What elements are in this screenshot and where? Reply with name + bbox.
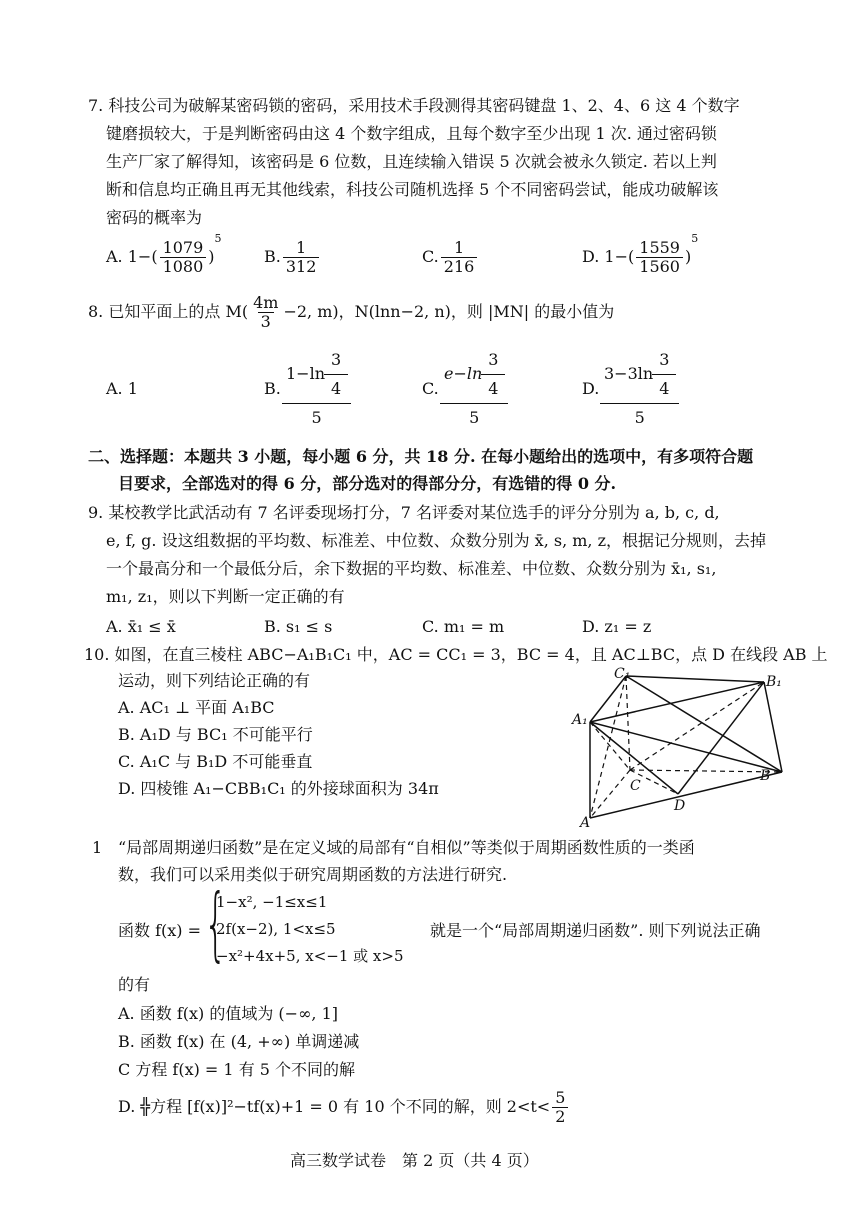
- q9-option-b: B. s₁ ≤ s: [264, 617, 333, 636]
- piecewise-brace: {: [204, 877, 227, 970]
- q11-line: 数，我们可以采用类似于研究周期函数的方法进行研究.: [118, 865, 508, 884]
- q11-option-a: A. 函数 f(x) 的值域为 (−∞, 1]: [118, 1004, 338, 1023]
- q8-option-a: A. 1: [106, 379, 138, 398]
- q7-option-b: B. $\frac{1}{312}$: [264, 237, 321, 277]
- q7-option-c: C. $\frac{1}{216}$: [422, 237, 479, 277]
- q11-func-tail: 就是一个“局部周期递归函数”. 则下列说法正确: [430, 921, 761, 940]
- label-C: C: [630, 778, 641, 794]
- label-C1: C₁: [614, 666, 631, 682]
- q9-line: e, f, g. 设这组数据的平均数、标准差、中位数、众数分别为 x̄, s, m, z，根据记分规则，去掉: [106, 531, 767, 550]
- q7-line: 断和信息均正确且再无其他线索，科技公司随机选择 5 个不同密码尝试，能成功破解该: [106, 180, 719, 199]
- section-2-title: 二、选择题：本题共 3 小题，每小题 6 分，共 18 分. 在每小题给出的选项中，有多项符合题: [88, 447, 754, 466]
- q9-option-c: C. m₁ = m: [422, 617, 505, 636]
- q10-option-d: D. 四棱锥 A₁−CBB₁C₁ 的外接球面积为 34π: [118, 779, 439, 798]
- q10-line: 运动，则下列结论正确的有: [118, 671, 311, 690]
- label-A1: A₁: [572, 712, 588, 728]
- section-2-instructions: 目要求，全部选对的得 6 分，部分选对的得部分分，有选错的得 0 分.: [118, 474, 617, 493]
- q9-option-a: A. x̄₁ ≤ x̄: [106, 617, 176, 636]
- label-A: A: [580, 815, 591, 830]
- q7-line: 生产厂家了解得知，该密码是 6 位数，且连续输入错误 5 次就会被永久锁定. 若以上判: [106, 152, 717, 171]
- label-B1: B₁: [766, 674, 782, 690]
- q8-option-d-label: D.: [582, 379, 600, 398]
- q8-option-b-label: B.: [264, 379, 281, 398]
- q9-line: 一个最高分和一个最低分后，余下数据的平均数、标准差、中位数、众数分别为 x̄₁, s₁,: [106, 559, 717, 578]
- q7-option-d: D. 1−( $\frac{1559}{1560}$ )$^5$: [582, 231, 699, 276]
- q9-line: m₁, z₁，则以下判断一定正确的有: [106, 587, 345, 606]
- q10-line: 10. 如图，在直三棱柱 ABC−A₁B₁C₁ 中，AC = CC₁ = 3，BC = 4，且 AC⊥BC，点 D 在线段 AB 上: [84, 645, 828, 664]
- q8-option-d: 3−3ln $\frac{3}{4}$ 5: [600, 346, 679, 432]
- q11-option-b: B. 函数 f(x) 在 (4, +∞) 单调递减: [118, 1032, 360, 1051]
- q9-option-d: D. z₁ = z: [582, 617, 652, 636]
- q7-option-a: A. 1−( $\frac{1079}{1080}$ )$^5$: [106, 231, 222, 276]
- q11-case-1: 1−x², −1≤x≤1: [216, 893, 328, 911]
- q11-line: “局部周期递归函数”是在定义域的局部有“自相似”等类似于周期函数性质的一类函: [118, 838, 695, 857]
- q10-option-a: A. AC₁ ⊥ 平面 A₁BC: [118, 698, 275, 717]
- q11-option-d: D. ╬方程 [f(x)]²−tf(x)+1 = 0 有 10 个不同的解，则 2<t< $\frac{5}{2}$: [118, 1087, 570, 1127]
- q11-number: 1: [92, 838, 103, 857]
- q7-line: 键磨损较大，于是判断密码由这 4 个数字组成，且每个数字至少出现 1 次. 通过密码锁: [106, 124, 717, 143]
- q11-option-c: C 方程 f(x) = 1 有 5 个不同的解: [118, 1060, 356, 1079]
- q11-func-label: 函数 f(x) =: [118, 921, 202, 940]
- q8-option-c-label: C.: [422, 379, 439, 398]
- page-footer: 高三数学试卷 第 2 页（共 4 页）: [290, 1151, 539, 1170]
- q8-stem: 8. 已知平面上的点 M( $\frac{4m}{3}$ −2, m)，N(lnn−2, n)，则 |MN| 的最小值为: [88, 293, 615, 331]
- label-B: B: [760, 768, 771, 784]
- q11-case-3: −x²+4x+5, x<−1 或 x>5: [216, 947, 404, 965]
- q7-line: 密码的概率为: [106, 208, 203, 227]
- q9-line: 9. 某校教学比武活动有 7 名评委现场打分，7 名评委对某位选手的评分分别为 a, b, c, d,: [88, 503, 720, 522]
- q8-option-b: 1−ln $\frac{3}{4}$ 5: [282, 346, 351, 432]
- q10-option-b: B. A₁D 与 BC₁ 不可能平行: [118, 725, 313, 744]
- prism-figure: [568, 664, 798, 830]
- q10-option-c: C. A₁C 与 B₁D 不可能垂直: [118, 752, 313, 771]
- label-D: D: [674, 798, 686, 814]
- q8-option-c: e−ln $\frac{3}{4}$ 5: [440, 346, 508, 432]
- q11-case-2: 2f(x−2), 1<x≤5: [216, 920, 336, 938]
- q11-line: 的有: [118, 975, 151, 994]
- q7-line: 7. 科技公司为破解某密码锁的密码，采用技术手段测得其密码键盘 1、2、4、6 这 4 个数字: [88, 96, 740, 115]
